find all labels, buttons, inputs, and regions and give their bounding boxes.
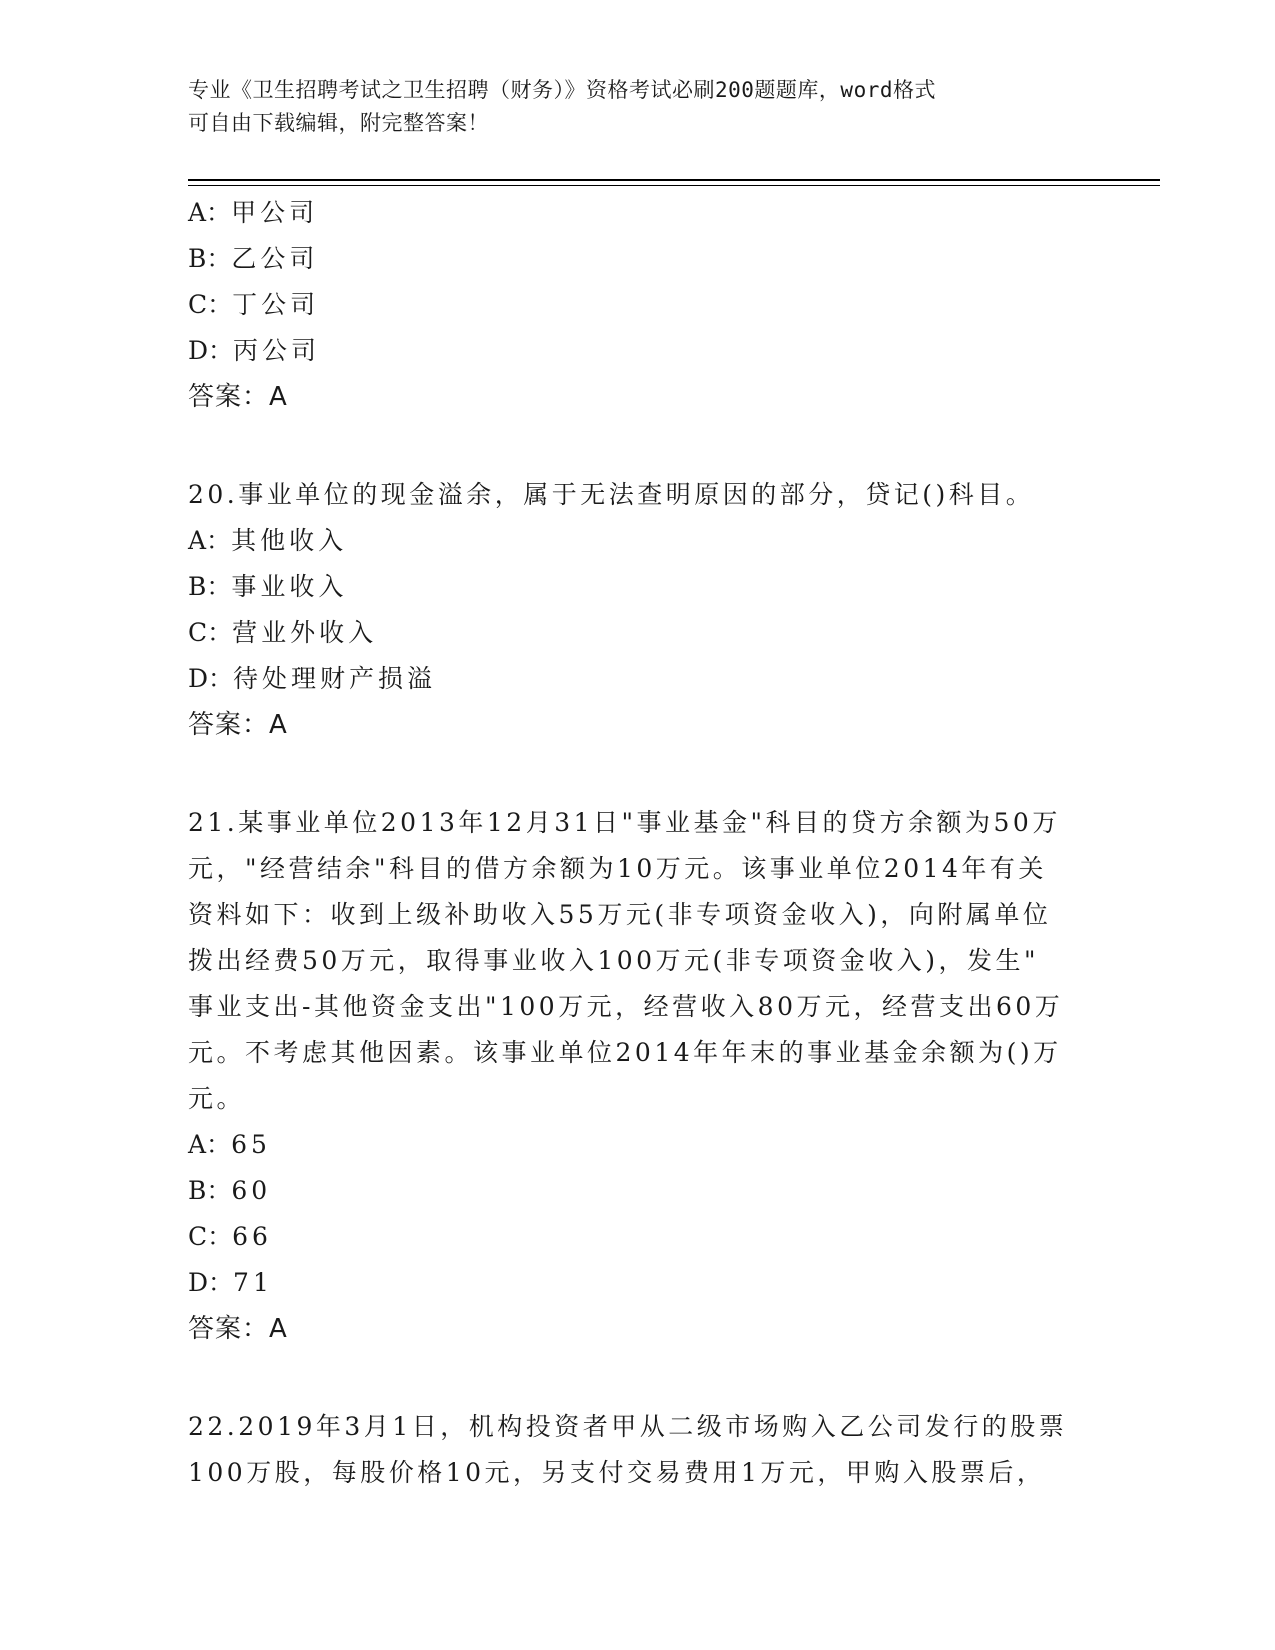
header-line-2: 可自由下载编辑，附完整答案！ xyxy=(188,111,489,135)
answer-line: 答案：A xyxy=(188,1314,288,1344)
question-block-continued xyxy=(188,190,1088,420)
option-d: D：丙公司 xyxy=(188,336,321,365)
question-text-line: 资料如下：收到上级补助收入55万元(非专项资金收入)，向附属单位 xyxy=(188,900,1052,929)
answer-line: 答案：A xyxy=(188,710,288,740)
question-block-22 xyxy=(188,1404,1088,1496)
document-header xyxy=(188,74,1088,140)
option-d: D：71 xyxy=(188,1268,273,1297)
option-c: C：66 xyxy=(188,1222,272,1251)
question-text-line: 元，"经营结余"科目的借方余额为10万元。该事业单位2014年有关 xyxy=(188,854,1047,883)
question-text-line: 元。 xyxy=(188,1084,246,1113)
question-text-line: 拨出经费50万元，取得事业收入100万元(非专项资金收入)，发生" xyxy=(188,946,1040,975)
option-b: B：事业收入 xyxy=(188,572,348,601)
document-body xyxy=(188,190,1088,1496)
question-text-line: 22.2019年3月1日，机构投资者甲从二级市场购入乙公司发行的股票 xyxy=(188,1412,1068,1441)
question-text-line: 100万股，每股价格10元，另支付交易费用1万元，甲购入股票后， xyxy=(188,1458,1046,1487)
option-b: B：乙公司 xyxy=(188,244,319,273)
answer-line: 答案：A xyxy=(188,382,288,412)
option-b: B：60 xyxy=(188,1176,272,1205)
question-text-line: 元。不考虑其他因素。该事业单位2014年年末的事业基金余额为()万 xyxy=(188,1038,1062,1067)
question-block-21 xyxy=(188,800,1088,1352)
option-c: C：丁公司 xyxy=(188,290,320,319)
option-d: D：待处理财产损溢 xyxy=(188,664,437,693)
header-line-1: 专业《卫生招聘考试之卫生招聘（财务）》资格考试必刷200题题库，word格式 xyxy=(188,78,936,102)
question-text-line: 事业支出-其他资金支出"100万元，经营收入80万元，经营支出60万 xyxy=(188,992,1064,1021)
header-rule-thin xyxy=(188,185,1160,186)
option-c: C：营业外收入 xyxy=(188,618,378,647)
option-a: A：甲公司 xyxy=(188,198,319,227)
question-text: 20.事业单位的现金溢余，属于无法查明原因的部分，贷记()科目。 xyxy=(188,480,1035,509)
question-text-line: 21.某事业单位2013年12月31日"事业基金"科目的贷方余额为50万 xyxy=(188,808,1061,837)
option-a: A：其他收入 xyxy=(188,526,348,555)
question-block-20 xyxy=(188,472,1088,748)
header-rule-thick xyxy=(188,179,1160,181)
option-a: A：65 xyxy=(188,1130,271,1159)
